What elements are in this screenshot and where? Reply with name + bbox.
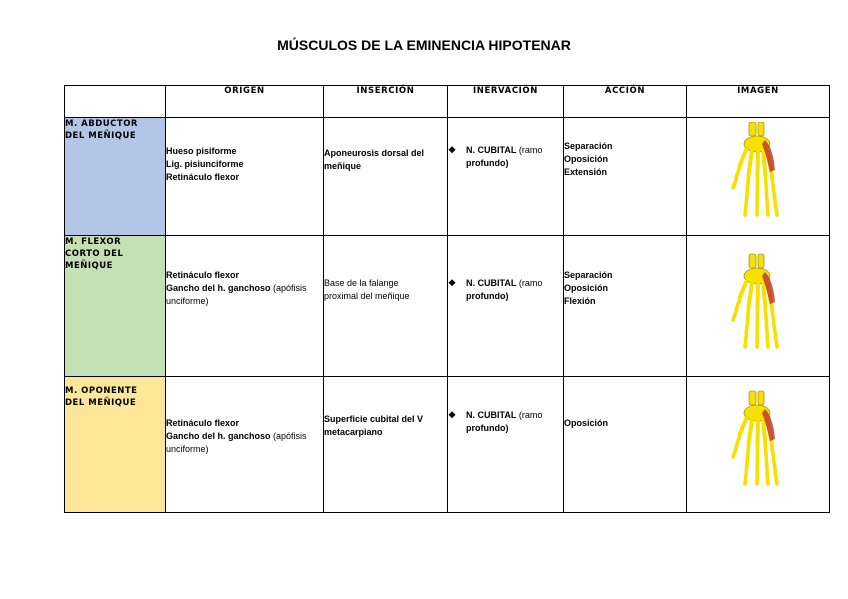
muscle-name-cell [65, 118, 166, 236]
header-inervacion: INERVACIÓN [448, 86, 564, 118]
hand-skeleton-icon [719, 122, 799, 230]
muscle-name-cell [65, 377, 166, 513]
inervacion-cell [448, 236, 564, 377]
inervacion-nerve: N. CUBITAL [466, 278, 517, 288]
insercion-line: meñique [324, 161, 362, 171]
hand-skeleton-icon [719, 244, 799, 372]
origen-line: Retináculo flexor [166, 270, 240, 280]
origen-line: Retináculo flexor [166, 172, 240, 182]
origen-line: Lig. pisiunciforme [166, 159, 244, 169]
page-title: MÚSCULOS DE LA EMINENCIA HIPOTENAR [277, 37, 571, 53]
insercion-cell [324, 236, 448, 377]
inervacion-nerve: N. CUBITAL [466, 145, 517, 155]
diamond-bullet-icon: ❖ [448, 410, 457, 420]
insercion-line: Aponeurosis dorsal del [324, 148, 425, 158]
header-insercion: INSERCIÓN [324, 86, 448, 118]
table-row [65, 118, 830, 236]
inervacion-cell [448, 377, 564, 513]
muscle-name-line: DEL MEÑIQUE [65, 398, 137, 408]
origen-line: unciforme) [166, 296, 209, 306]
accion-line: Separación [564, 270, 613, 280]
origen-cell [166, 377, 324, 513]
inervacion-line2: profundo) [466, 291, 509, 301]
image-cell [687, 377, 830, 513]
hand-skeleton-icon [719, 389, 799, 501]
origen-line: unciforme) [166, 444, 209, 454]
diamond-bullet-icon: ❖ [448, 278, 457, 288]
accion-line: Oposición [564, 418, 609, 428]
origen-line: Retináculo flexor [166, 418, 240, 428]
inervacion-nerve: N. CUBITAL [466, 410, 517, 420]
accion-line: Extensión [564, 167, 608, 177]
image-cell [687, 118, 830, 236]
accion-cell [564, 236, 687, 377]
muscle-name-line: M. OPONENTE [65, 386, 138, 396]
inervacion-branch: (ramo [516, 278, 543, 288]
table-row [65, 236, 830, 377]
origen-rest: (apófisis [270, 283, 307, 293]
header-imagen: IMAGEN [687, 86, 830, 118]
header-origen: ORIGEN [166, 86, 324, 118]
muscles-table [64, 85, 830, 513]
insercion-line: Base de la falange [324, 278, 399, 288]
image-cell [687, 236, 830, 377]
accion-cell [564, 118, 687, 236]
origen-cell [166, 236, 324, 377]
accion-cell [564, 377, 687, 513]
insercion-cell [324, 377, 448, 513]
insercion-line: metacarpiano [324, 427, 383, 437]
accion-line: Oposición [564, 154, 609, 164]
origen-cell [166, 118, 324, 236]
origen-rest: (apófisis [270, 431, 307, 441]
origen-line: Hueso pisiforme [166, 146, 237, 156]
origen-bold: Gancho del h. ganchoso [166, 431, 271, 441]
inervacion-branch: (ramo [516, 410, 543, 420]
inervacion-cell [448, 118, 564, 236]
accion-line: Oposición [564, 283, 609, 293]
inervacion-line2: profundo) [466, 158, 509, 168]
insercion-line: proximal del meñique [324, 291, 410, 301]
muscle-name-cell [65, 236, 166, 377]
header-row [65, 86, 830, 118]
muscle-name-line: DEL MEÑIQUE [65, 131, 137, 141]
muscle-name-line: MEÑIQUE [65, 261, 113, 271]
accion-line: Flexión [564, 296, 596, 306]
muscle-name-line: M. ABDUCTOR [65, 119, 138, 129]
insercion-line: Superficie cubital del V [324, 414, 424, 424]
origen-bold: Gancho del h. ganchoso [166, 283, 271, 293]
header-blank-cell [65, 86, 166, 118]
table-row [65, 377, 830, 513]
diamond-bullet-icon: ❖ [448, 145, 457, 155]
inervacion-line2: profundo) [466, 423, 509, 433]
muscle-name-line: CORTO DEL [65, 249, 124, 259]
header-accion: ACCIÓN [564, 86, 687, 118]
insercion-cell [324, 118, 448, 236]
muscle-name-line: M. FLEXOR [65, 237, 122, 247]
accion-line: Separación [564, 141, 613, 151]
inervacion-branch: (ramo [516, 145, 543, 155]
